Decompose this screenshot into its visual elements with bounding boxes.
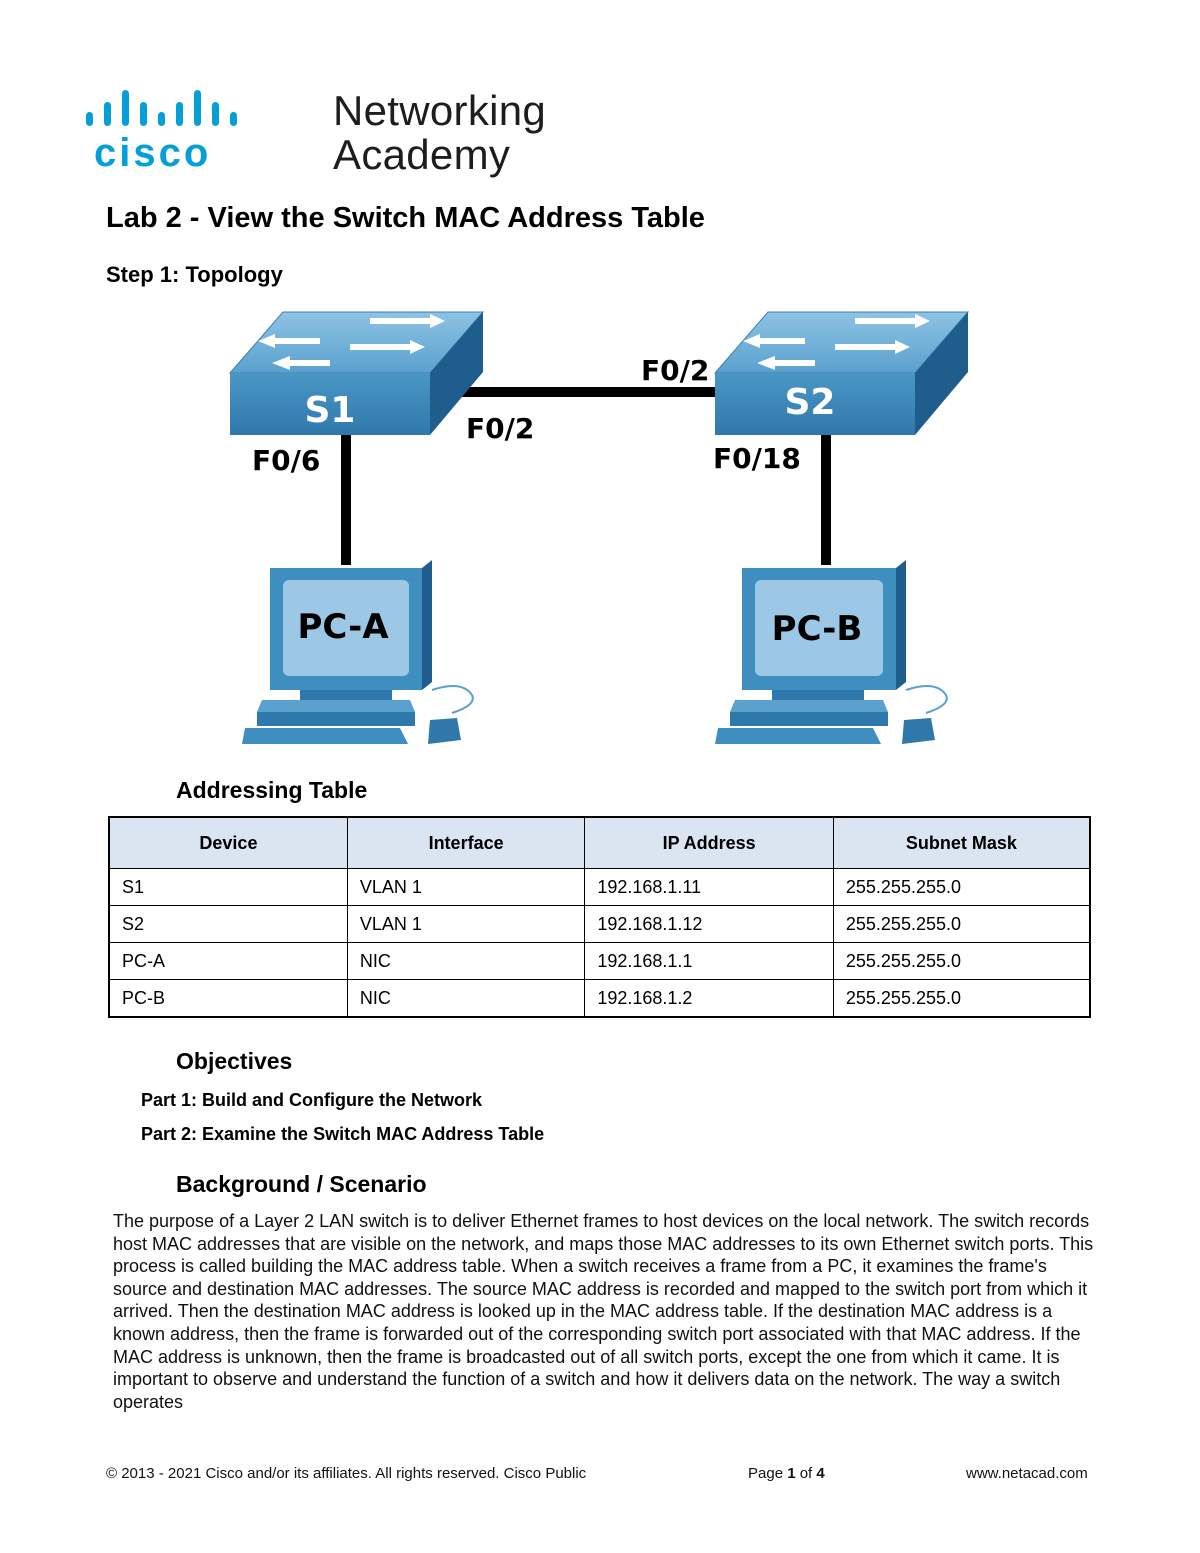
table-cell: 192.168.1.12 <box>585 906 834 943</box>
logo-line-networking: Networking <box>333 87 547 134</box>
background-scenario-heading: Background / Scenario <box>176 1171 427 1197</box>
footer-page-number <box>748 1465 825 1482</box>
objective-part-1: Part 1: Build and Configure the Network <box>141 1090 483 1110</box>
pc-a <box>242 560 473 744</box>
table-cell: 255.255.255.0 <box>833 943 1090 980</box>
table-cell: 255.255.255.0 <box>833 906 1090 943</box>
column-header-subnet-mask: Subnet Mask <box>833 817 1090 869</box>
pc-b-label: PC-B <box>771 609 863 649</box>
table-cell: 192.168.1.2 <box>585 980 834 1018</box>
table-cell: 192.168.1.11 <box>585 869 834 906</box>
table-header-row <box>109 817 1090 869</box>
page-of: of <box>795 1465 817 1482</box>
objectives-heading: Objectives <box>176 1048 293 1074</box>
column-header-device: Device <box>109 817 347 869</box>
table-cell: S1 <box>109 869 347 906</box>
table-row <box>109 980 1090 1018</box>
pc-a-label: PC-A <box>297 607 389 647</box>
step-1-heading: Step 1: Topology <box>106 262 283 287</box>
cisco-wordmark: cisco <box>94 131 212 175</box>
logo-line-academy: Academy <box>333 131 511 178</box>
cisco-networking-academy-logo <box>84 86 547 178</box>
cisco-bridge-logo-icon <box>84 86 254 178</box>
network-topology-diagram <box>0 300 1200 760</box>
objective-part-2: Part 2: Examine the Switch MAC Address Table <box>141 1124 545 1144</box>
footer-netacad-link[interactable]: www.netacad.com <box>966 1465 1088 1482</box>
table-cell: NIC <box>347 980 584 1018</box>
port-label-s2-f0-2: F0/2 <box>641 354 710 387</box>
addressing-table-heading: Addressing Table <box>176 777 368 803</box>
table-cell: PC-B <box>109 980 347 1018</box>
switch-s2-label: S2 <box>784 382 836 423</box>
column-header-interface: Interface <box>347 817 584 869</box>
footer-copyright: © 2013 - 2021 Cisco and/or its affiliates. All rights reserved. Cisco Public <box>106 1465 587 1482</box>
addressing-table <box>108 816 1091 1018</box>
table-cell: 255.255.255.0 <box>833 980 1090 1018</box>
table-row <box>109 943 1090 980</box>
table-cell: VLAN 1 <box>347 869 584 906</box>
table-cell: 192.168.1.1 <box>585 943 834 980</box>
page-title: Lab 2 - View the Switch MAC Address Table <box>106 202 705 234</box>
page-total: 4 <box>816 1465 825 1482</box>
table-cell: 255.255.255.0 <box>833 869 1090 906</box>
switch-s1 <box>230 312 483 435</box>
table-row <box>109 906 1090 943</box>
port-label-s2-f0-18: F0/18 <box>713 442 801 475</box>
switch-s2 <box>715 312 968 435</box>
background-paragraph: The purpose of a Layer 2 LAN switch is to deliver Ethernet frames to host devices on the local network. The switch records host MAC addresses that are visible on the network, and maps those MAC addresses to its own Ethernet switch ports. This process is called building the MAC address table. When a switch receives a frame from a PC, it examines the frame's source and destination MAC addresses. The source MAC address is recorded and mapped to the switch port from which it arrived. Then the destination MAC address is looked up in the MAC address table. If the destination MAC address is a known address, then the frame is forwarded out of the corresponding switch port associated with that MAC address. If the MAC address is unknown, then the frame is broadcasted out of all switch ports, except the one from which it came. It is important to observe and understand the function of a switch and how it delivers data on the network. The way a switch operates <box>113 1211 1094 1412</box>
port-label-s1-f0-6: F0/6 <box>252 444 321 477</box>
table-cell: NIC <box>347 943 584 980</box>
table-cell: S2 <box>109 906 347 943</box>
page-prefix: Page <box>748 1465 788 1482</box>
pc-b <box>715 560 947 744</box>
switch-s1-label: S1 <box>304 390 356 431</box>
table-cell: PC-A <box>109 943 347 980</box>
port-label-s1-f0-2: F0/2 <box>466 412 535 445</box>
table-cell: VLAN 1 <box>347 906 584 943</box>
page-current: 1 <box>787 1465 796 1482</box>
table-row <box>109 869 1090 906</box>
column-header-ip-address: IP Address <box>585 817 834 869</box>
